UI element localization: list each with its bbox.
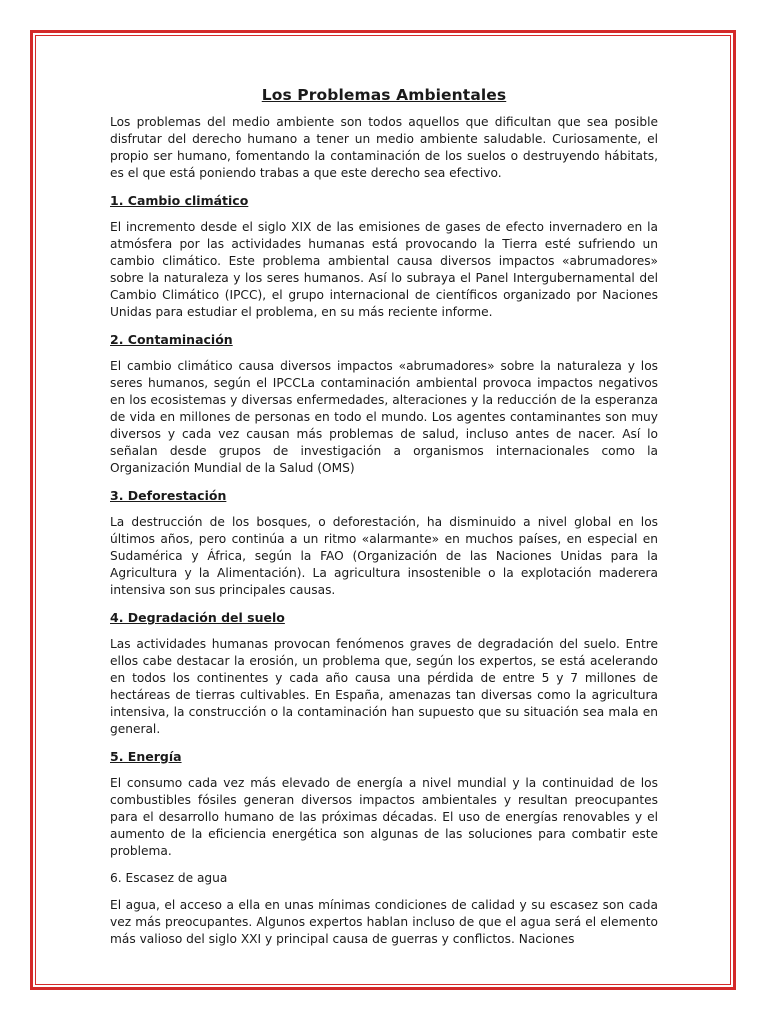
section-text: El incremento desde el siglo XIX de las emisiones de gases de efecto invernadero en la atmósfera por las actividades humanas está provocando la Tierra esté sufriendo un cambio climático. Este problema ambiental causa diversos impactos «abrumadores» sobre la naturaleza y los seres humanos. Así lo subraya el Panel Intergubernamental del Cambio Climático (IPCC), el grupo internacional de científicos organizado por Naciones Unidas para estudiar el problema, en su más reciente informe. (110, 220, 658, 319)
section-text: El consumo cada vez más elevado de energía a nivel mundial y la continuidad de los combustibles fósiles generan diversos impactos ambientales y resultan preocupantes para el desarrollo humano de las próximas décadas. El uso de energías renovables y el aumento de la eficiencia energética son algunas de las soluciones para combatir este problema. (110, 776, 658, 858)
section-deforestacion (110, 487, 658, 599)
section-text: El agua, el acceso a ella en unas mínimas condiciones de calidad y su escasez son cada vez más preocupantes. Algunos expertos hablan incluso de que el agua será el elemento más valioso del siglo XXI y principal causa de guerras y conflictos. Naciones (110, 898, 658, 946)
section-heading: 5. Energía (110, 749, 182, 764)
document-body (110, 86, 658, 986)
section-heading: 3. Deforestación (110, 488, 227, 503)
section-text: La destrucción de los bosques, o deforestación, ha disminuido a nivel global en los últimos años, pero continúa a un ritmo «alarmante» en muchos países, en especial en Sudamérica y África, según la FAO (Organización de las Naciones Unidas para la Agricultura y la Alimentación). La agricultura insostenible o la explotación maderera intensiva son sus principales causas. (110, 515, 658, 597)
section-cambio-climatico (110, 192, 658, 321)
section-text: Las actividades humanas provocan fenómenos graves de degradación del suelo. Entre ellos cabe destacar la erosión, un problema que, según los expertos, se está acelerando en todos los continentes y cada año causa una pérdida de entre 5 y 7 millones de hectáreas de tierras cultivables. En España, amenazas tan diversas como la agricultura intensiva, la construcción o la contaminación han supuesto que su situación sea mala en general. (110, 637, 658, 736)
section-text: El cambio climático causa diversos impactos «abrumadores» sobre la naturaleza y los seres humanos, según el IPCCLa contaminación ambiental provoca impactos negativos en los ecosistemas y diversas enfermedades, alteraciones y la reducción de la esperanza de vida en millones de personas en todo el mundo. Los agentes contaminantes son muy diversos y cada vez causan más problemas de salud, incluso antes de nacer. Así lo señalan desde grupos de investigación a organismos internacionales como la Organización Mundial de la Salud (OMS) (110, 359, 658, 475)
section-heading: 6. Escasez de agua (110, 871, 228, 885)
section-contaminacion (110, 331, 658, 477)
section-degradacion-suelo (110, 609, 658, 738)
page-title: Los Problemas Ambientales (261, 86, 507, 104)
section-energia (110, 748, 658, 860)
section-heading: 2. Contaminación (110, 332, 233, 347)
section-heading: 4. Degradación del suelo (110, 610, 285, 625)
intro-paragraph: Los problemas del medio ambiente son todos aquellos que dificultan que sea posible disfrutar del derecho humano a tener un medio ambiente saludable. Curiosamente, el propio ser humano, fomentando la contaminación de los suelos o destruyendo hábitats, es el que está poniendo trabas a que este derecho sea efectivo. (110, 115, 658, 180)
section-heading: 1. Cambio climático (110, 193, 249, 208)
section-escasez-agua (110, 870, 658, 948)
